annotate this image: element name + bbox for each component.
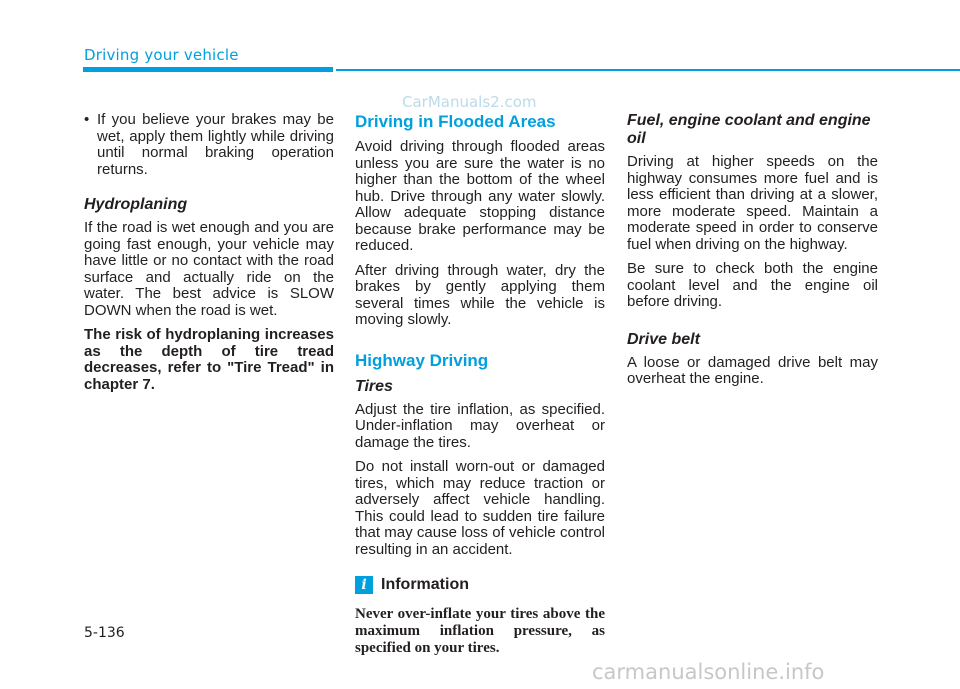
information-text: Never over-inflate your tires above the maximum inflation pressure, as specified on your tires.	[355, 606, 605, 656]
tires-paragraph-2: Do not install worn-out or damaged tires, which may reduce traction or adversely affect vehicle handling. This could lead to sudden tire failure that may cause loss of vehicle control resulting in an accident.	[355, 458, 605, 558]
page-number: 5-136	[84, 625, 125, 641]
information-title: Information	[381, 576, 469, 593]
watermark-bottom: carmanualsonline.info	[592, 660, 825, 684]
hydroplaning-warning: The risk of hydroplaning increases as the depth of tire tread decreases, refer to "Tire Tread" in chapter 7.	[84, 326, 334, 393]
flooded-paragraph-1: Avoid driving through flooded areas unless you are sure the water is no higher than the bottom of the wheel hub. Drive through any water slowly. Allow adequate stopping distance because brake performance may be reduced.	[355, 138, 605, 254]
flooded-paragraph-2: After driving through water, dry the brakes by gently applying them several times while the vehicle is moving slowly.	[355, 261, 605, 328]
column-middle	[355, 112, 605, 657]
header-rule-thick	[83, 67, 333, 72]
fuel-paragraph-1: Driving at higher speeds on the highway consumes more fuel and is less efficient than driving at a slower, more moderate speed. Maintain a moderate speed in order to conserve fuel when driving on the highway.	[627, 153, 878, 253]
watermark-top: CarManuals2.com	[402, 93, 537, 111]
flooded-heading: Driving in Flooded Areas	[355, 112, 556, 131]
hydroplaning-text: If the road is wet enough and you are going fast enough, your vehicle may have little or no contact with the road surface and actually ride on the water. The best advice is SLOW DOWN when the road is wet.	[84, 219, 334, 319]
header-rule-thin	[336, 69, 960, 71]
highway-heading: Highway Driving	[355, 350, 489, 370]
information-header	[355, 576, 605, 594]
bullet-dot-icon: •	[84, 111, 90, 128]
fuel-paragraph-2: Be sure to check both the engine coolant level and the engine oil before driving.	[627, 260, 878, 310]
section-title: Driving your vehicle	[84, 46, 239, 64]
info-icon: i	[355, 576, 373, 594]
hydroplaning-heading: Hydroplaning	[84, 196, 188, 213]
column-right	[627, 112, 878, 396]
drive-belt-paragraph: A loose or damaged drive belt may overheat the engine.	[627, 353, 878, 387]
fuel-heading: Fuel, engine coolant and engine oil	[627, 112, 871, 147]
bullet-text: If you believe your brakes may be wet, apply them lightly while driving until normal braking operation returns.	[97, 111, 334, 178]
drive-belt-heading: Drive belt	[627, 330, 700, 348]
column-left	[84, 112, 334, 401]
tires-heading: Tires	[355, 377, 393, 395]
bullet-item	[84, 112, 334, 178]
tires-paragraph-1: Adjust the tire inflation, as specified. Under-inflation may overheat or damage the tires.	[355, 400, 605, 451]
